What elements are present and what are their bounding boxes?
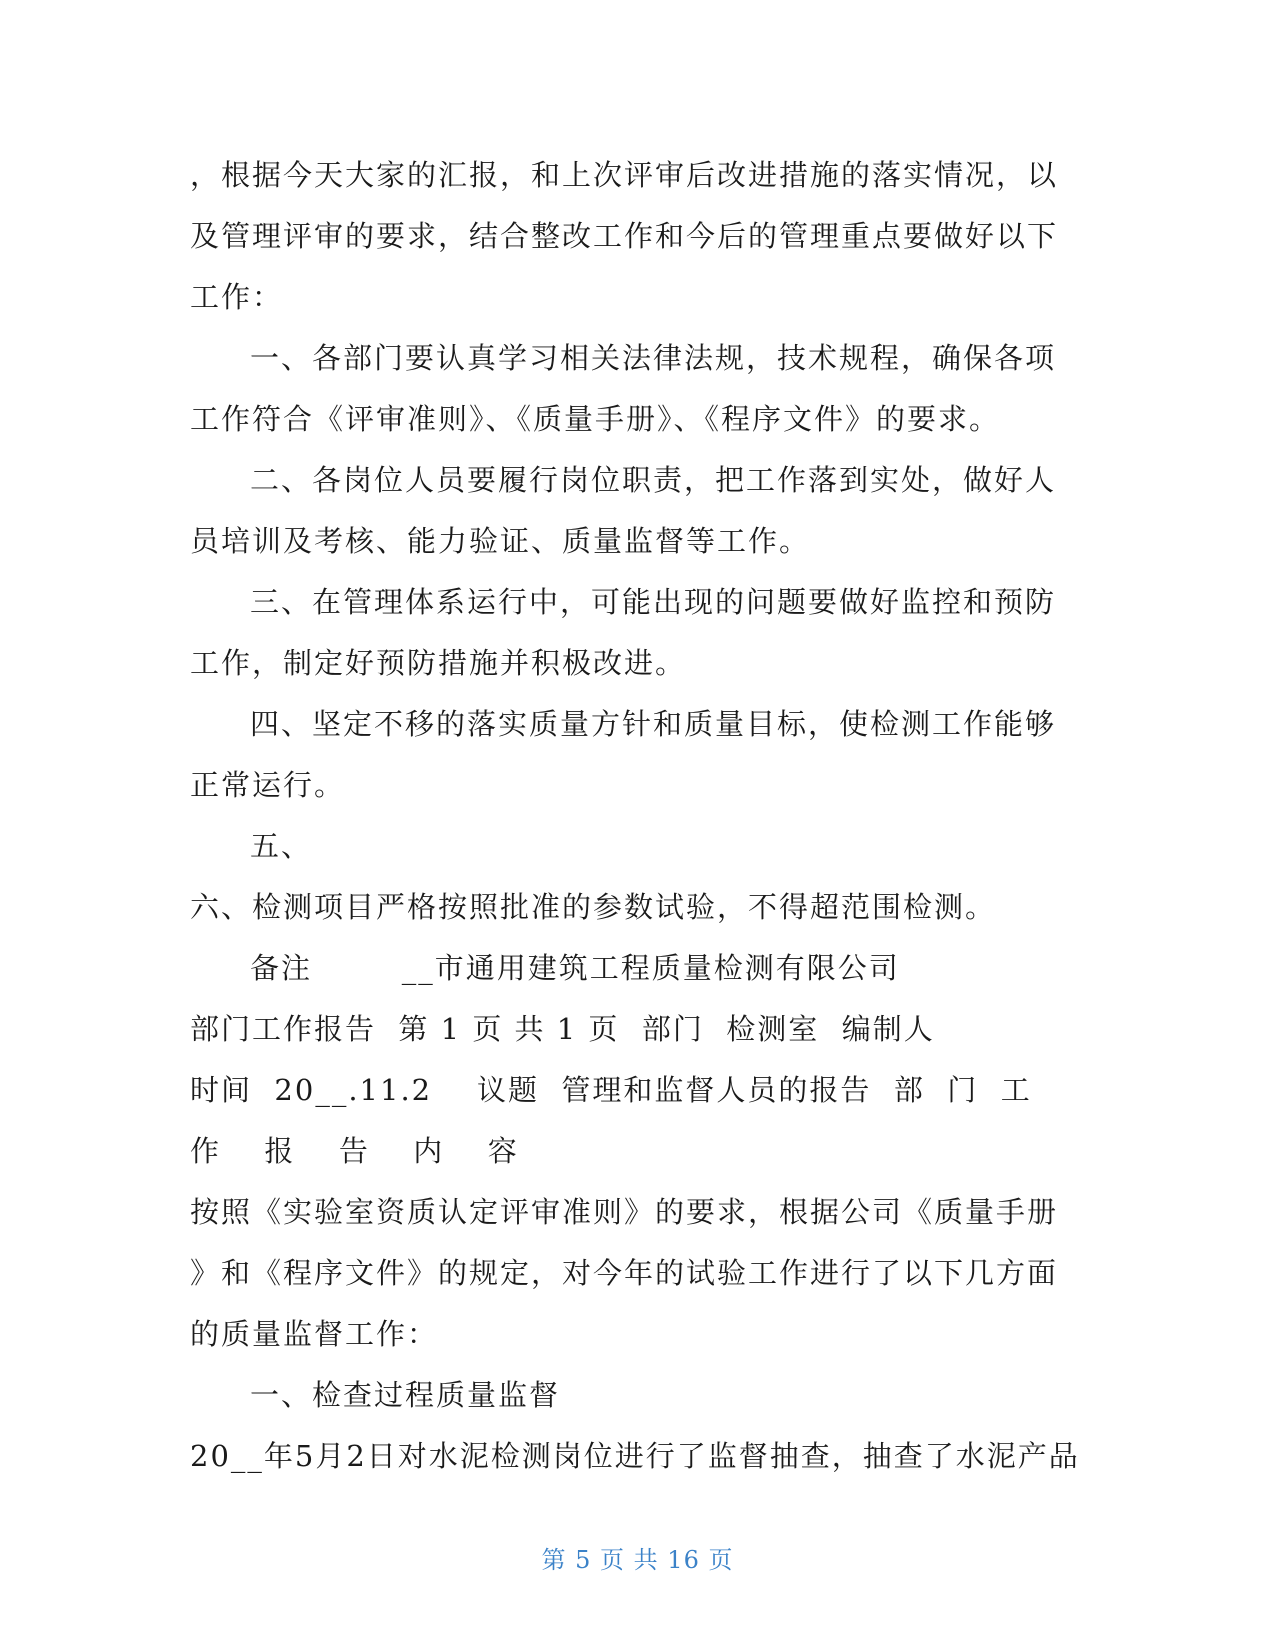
body-line: 一、检查过程质量监督 [250, 1378, 561, 1412]
body-line: 》和《程序文件》的规定，对今年的试验工作进行了以下几方面 [190, 1256, 1059, 1290]
body-line: 三、在管理体系运行中，可能出现的问题要做好监控和预防 [250, 585, 1057, 619]
body-line: 作 报 告 内 容 [190, 1134, 526, 1168]
body-line: 备注 __市通用建筑工程质量检测有限公司 [250, 951, 900, 985]
body-line: 五、 [250, 829, 313, 863]
body-line: 及管理评审的要求，结合整改工作和今后的管理重点要做好以下 [190, 219, 1059, 253]
body-line: ，根据今天大家的汇报，和上次评审后改进措施的落实情况，以 [190, 158, 1059, 192]
document-body [190, 145, 1090, 1487]
body-line: 20__年5月2日对水泥检测岗位进行了监督抽查，抽查了水泥产品 [190, 1439, 1080, 1473]
body-line: 时间 20__.11.2 议题 管理和监督人员的报告 部 门 工 [190, 1073, 1032, 1107]
body-line: 二、各岗位人员要履行岗位职责，把工作落到实处，做好人 [250, 463, 1057, 497]
body-line: 按照《实验室资质认定评审准则》的要求，根据公司《质量手册 [190, 1195, 1059, 1229]
body-line: 六、检测项目严格按照批准的参数试验，不得超范围检测。 [190, 890, 997, 924]
body-line: 的质量监督工作： [190, 1317, 439, 1351]
body-line: 工作，制定好预防措施并积极改进。 [190, 646, 687, 680]
body-line: 工作符合《评审准则》、《质量手册》、《程序文件》的要求。 [190, 402, 1001, 436]
body-line: 四、坚定不移的落实质量方针和质量目标，使检测工作能够 [250, 707, 1057, 741]
body-line: 正常运行。 [190, 768, 346, 802]
body-line: 员培训及考核、能力验证、质量监督等工作。 [190, 524, 811, 558]
body-line: 部门工作报告 第 1 页 共 1 页 部门 检测室 编制人 [190, 1012, 935, 1046]
page-number-footer: 第 5 页 共 16 页 [541, 1546, 734, 1574]
body-line: 工作： [190, 280, 284, 314]
body-line: 一、各部门要认真学习相关法律法规，技术规程，确保各项 [250, 341, 1057, 375]
